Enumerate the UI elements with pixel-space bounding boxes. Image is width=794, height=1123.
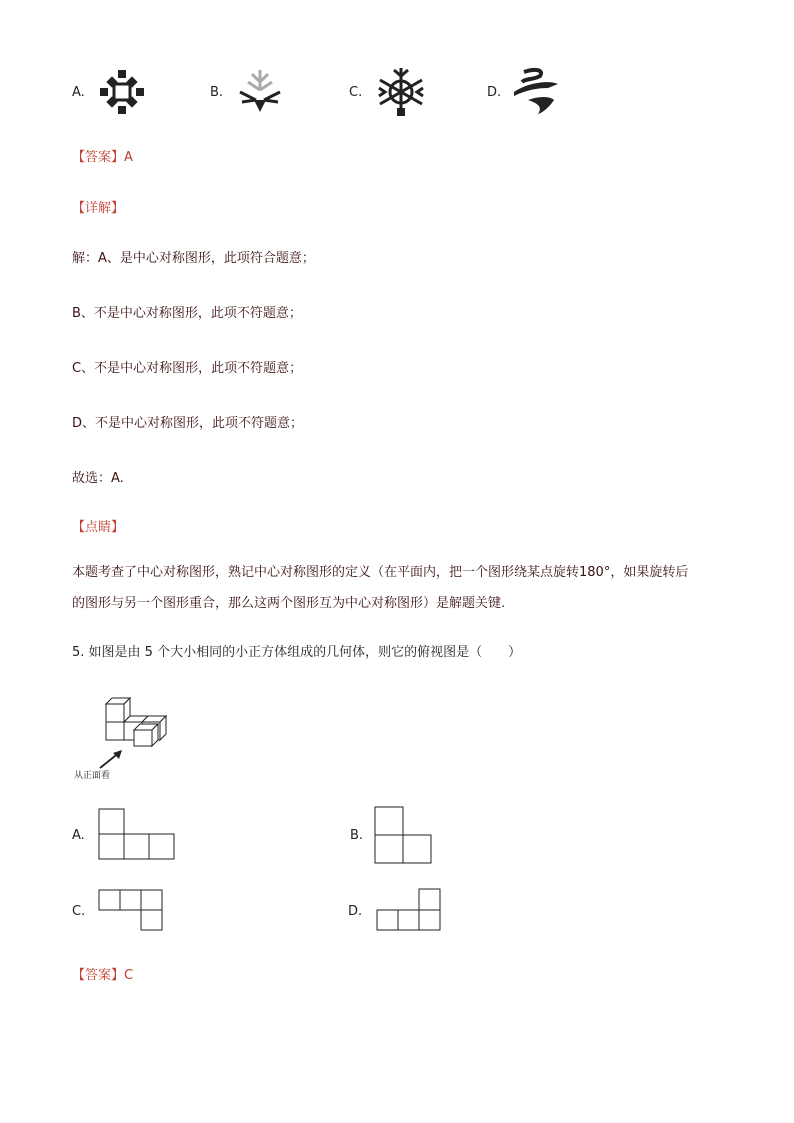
q5-option-a-label: A. <box>72 828 85 843</box>
snowflake-pattern-b-icon <box>236 68 284 116</box>
snowflake-pattern-c-icon <box>376 66 426 118</box>
detail-line-3: C、不是中心对称图形，此项不符题意； <box>72 361 303 376</box>
snowflake-pattern-a-icon <box>98 68 146 116</box>
q5-answer-value: C <box>124 968 134 983</box>
comment-tag: 【点睛】 <box>72 520 125 535</box>
q5-answer-line <box>72 968 133 984</box>
answer-line <box>72 150 133 166</box>
q5-option-a-figure <box>98 808 176 864</box>
swirl-pattern-d-icon <box>510 66 562 118</box>
q5-option-c-label: C. <box>72 904 86 919</box>
figure-caption: 从正面看 <box>74 771 111 781</box>
detail-line-5: 故选：A. <box>72 471 124 486</box>
q5-option-b-figure <box>374 806 432 868</box>
detail-tag: 【详解】 <box>72 201 125 216</box>
q5-option-b-label: B. <box>350 828 364 843</box>
detail-line-1: 解：A、是中心对称图形，此项符合题意； <box>72 251 315 266</box>
question-5-text: 5. 如图是由 5 个大小相同的小正方体组成的几何体，则它的俯视图是（ ） <box>72 645 522 660</box>
q5-option-d-figure <box>376 888 444 936</box>
detail-line-4: D、不是中心对称图形，此项不符题意； <box>72 416 304 431</box>
comment-line-1: 本题考查了中心对称图形，熟记中心对称图形的定义（在平面内，把一个图形绕某点旋转180°，如果旋转后 <box>72 565 689 580</box>
detail-line-2: B、不是中心对称图形，此项不符题意； <box>72 306 302 321</box>
comment-line-2: 的图形与另一个图形重合，那么这两个图形互为中心对称图形）是解题关键. <box>72 596 506 611</box>
option-c-label: C. <box>349 85 363 100</box>
q5-answer-tag: 【答案】 <box>72 968 125 983</box>
q5-option-d-label: D. <box>348 904 363 919</box>
q5-option-c-figure <box>98 889 166 935</box>
answer-tag: 【答案】 <box>72 150 125 165</box>
option-d-label: D. <box>487 85 502 100</box>
answer-value: A <box>124 150 133 165</box>
cube-figure <box>100 692 172 752</box>
option-b-label: B. <box>210 85 224 100</box>
option-a-label: A. <box>72 85 85 100</box>
